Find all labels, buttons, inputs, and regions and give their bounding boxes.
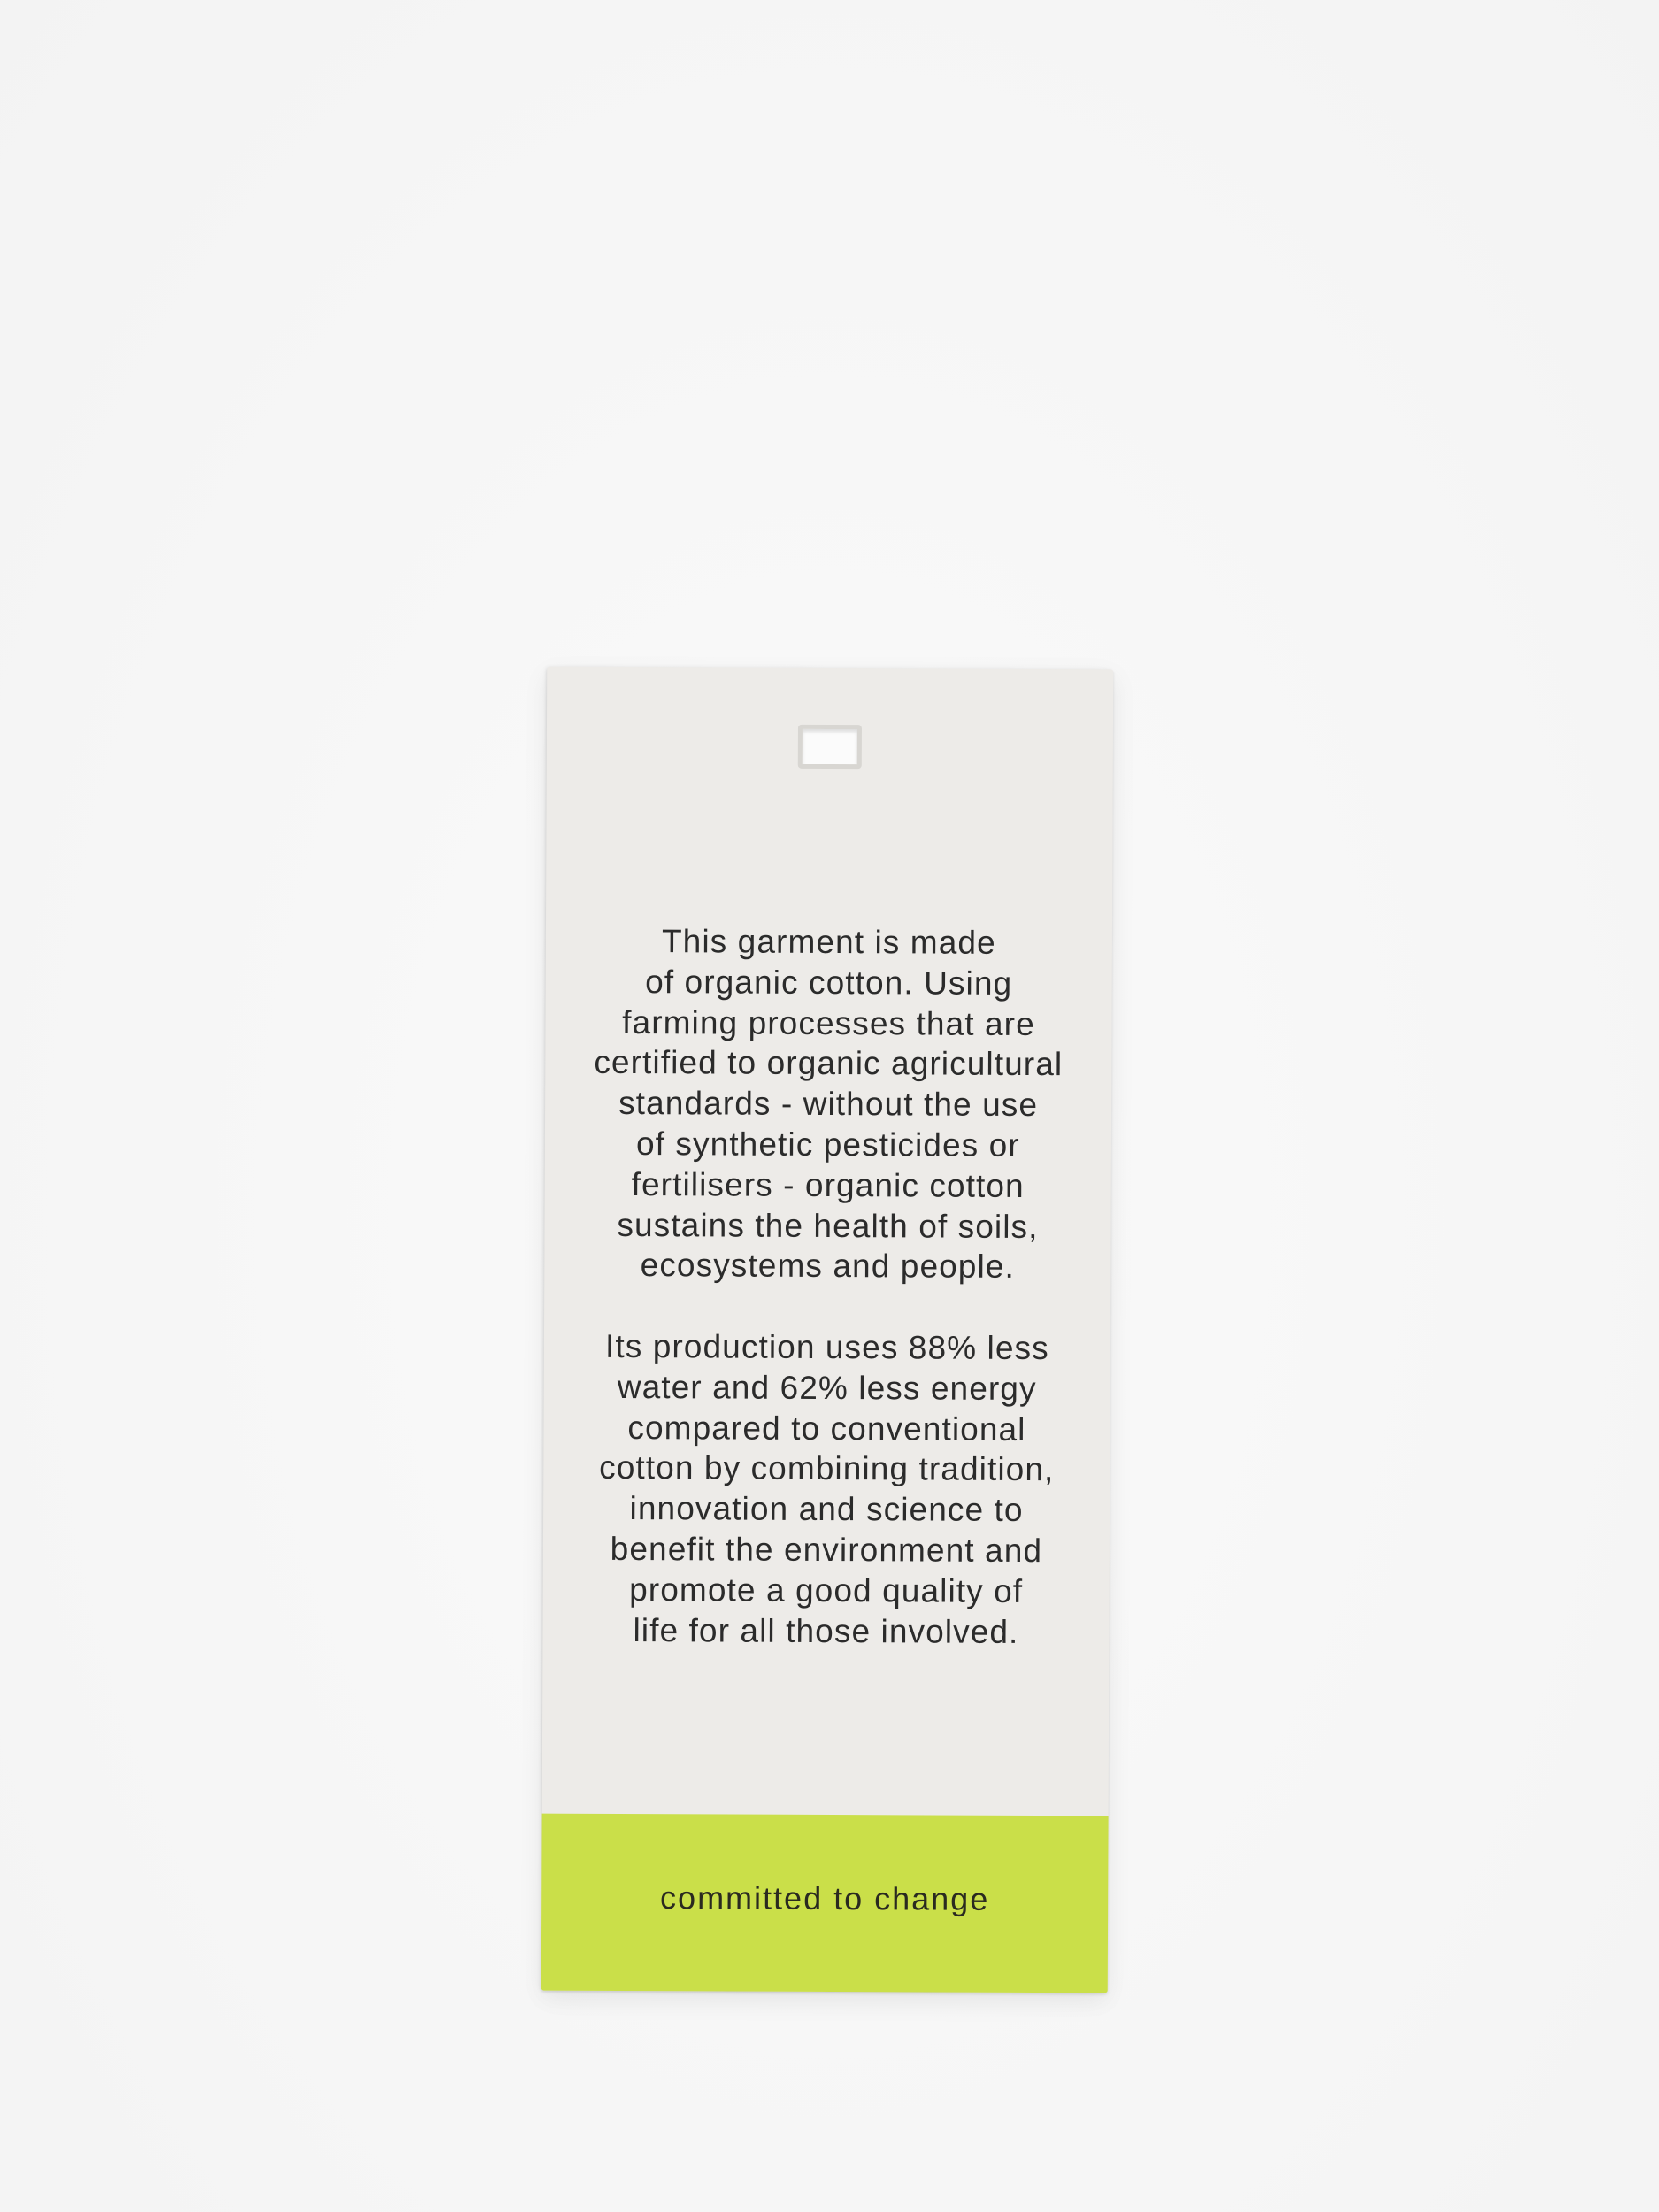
hang-tag bbox=[541, 667, 1114, 1993]
tag-text-line: certified to organic agricultural bbox=[594, 1044, 1064, 1083]
tag-text-line: farming processes that are bbox=[622, 1003, 1035, 1042]
tag-paragraph-organic-cotton bbox=[571, 921, 1086, 1288]
tag-text-line: fertilisers - organic cotton bbox=[631, 1165, 1025, 1204]
tag-text-line: standards - without the use bbox=[618, 1085, 1039, 1124]
tag-text-line: of synthetic pesticides or bbox=[635, 1125, 1020, 1164]
tag-text-line: sustains the health of soils, bbox=[617, 1206, 1039, 1245]
tag-text-line: Its production uses 88% less bbox=[604, 1327, 1049, 1367]
tag-text-line: water and 62% less energy bbox=[617, 1368, 1037, 1407]
tag-text-line: compared to conventional bbox=[627, 1409, 1026, 1448]
tag-text-line: ecosystems and people. bbox=[640, 1247, 1016, 1286]
tag-text-line: innovation and science to bbox=[629, 1490, 1024, 1529]
tag-text-line: promote a good quality of bbox=[629, 1571, 1024, 1609]
tag-description bbox=[569, 921, 1086, 1653]
tag-paragraph-production-savings bbox=[569, 1326, 1084, 1653]
tag-text-line: benefit the environment and bbox=[610, 1530, 1043, 1570]
tag-string-hole bbox=[798, 725, 862, 769]
tag-text-line: of organic cotton. Using bbox=[645, 963, 1013, 1002]
tag-text-line: life for all those involved. bbox=[633, 1611, 1019, 1650]
tag-text-line: cotton by combining tradition, bbox=[599, 1449, 1055, 1488]
tag-slogan: committed to change bbox=[660, 1879, 990, 1917]
accent-band bbox=[541, 1814, 1109, 1993]
tag-text-line: This garment is made bbox=[661, 923, 996, 961]
